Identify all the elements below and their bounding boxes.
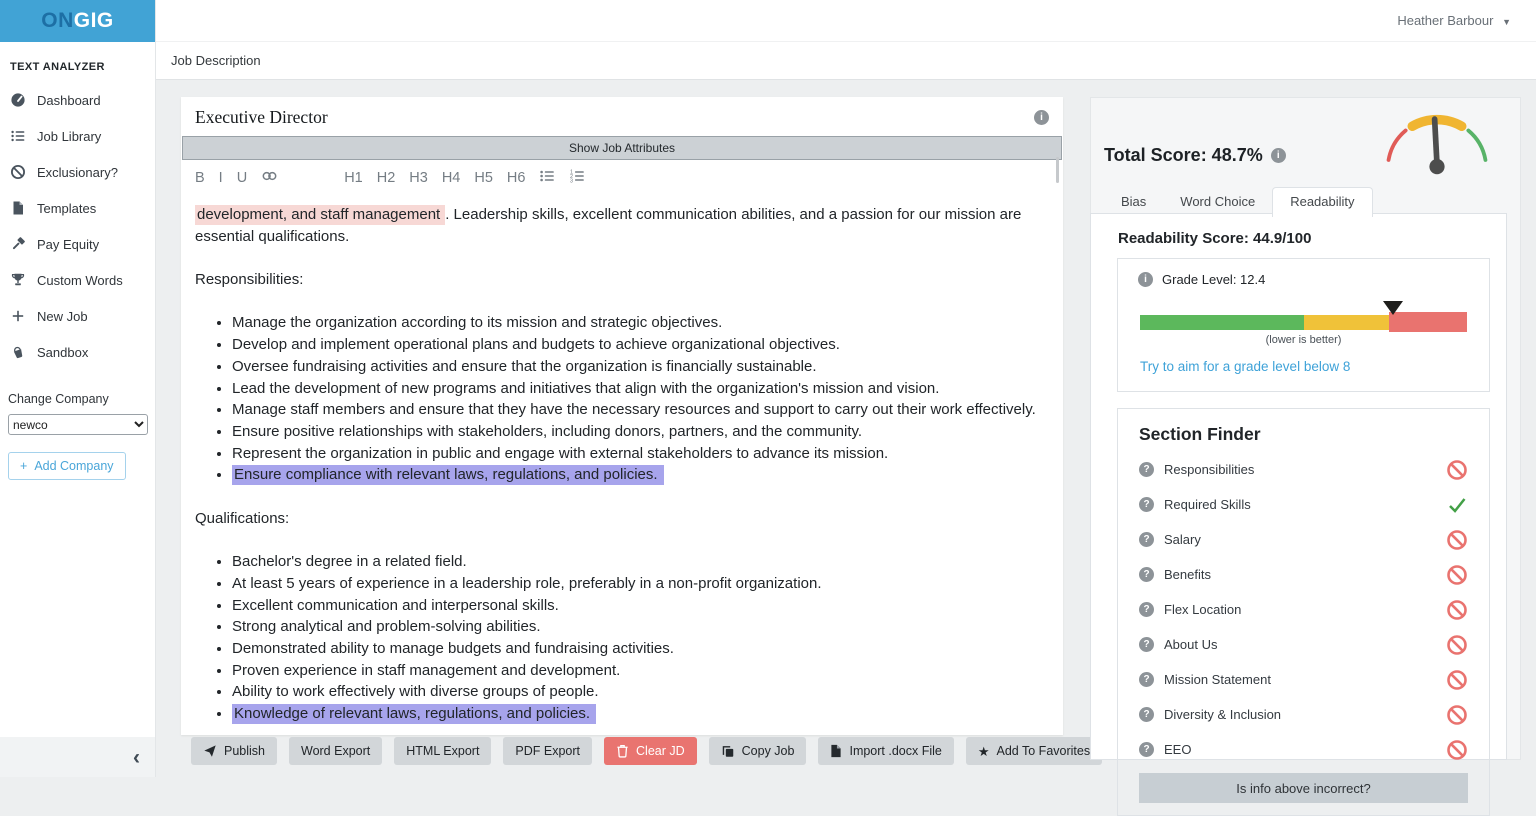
sidebar-item-custom-words[interactable] (0, 262, 155, 298)
sidebar-item-label: Sandbox (37, 344, 89, 360)
section-finder-row-diversity-inclusion (1139, 704, 1468, 725)
sidebar-item-pay-equity[interactable] (0, 226, 155, 262)
file-icon (10, 200, 26, 216)
section-label: EEO (1164, 742, 1192, 757)
grade-bar (1140, 312, 1467, 332)
sidebar-item-label: Custom Words (37, 272, 123, 288)
html-export-button[interactable]: HTML Export (394, 737, 491, 765)
sidebar-item-job-library[interactable] (0, 118, 155, 154)
list-item: • Ability to work effectively with diverse groups of people. (232, 681, 1049, 703)
plus-icon (10, 308, 26, 324)
ban-status-icon (1446, 669, 1468, 691)
grade-bar-note: (lower is better) (1265, 334, 1342, 346)
section-label: Flex Location (1164, 602, 1242, 617)
list-item: • Demonstrated ability to manage budgets and fundraising activities. (232, 638, 1049, 660)
section-finder-row-responsibilities (1139, 459, 1468, 480)
score-panel (1090, 97, 1521, 796)
sidebar-item-exclusionary[interactable] (0, 154, 155, 190)
sidebar-item-templates[interactable] (0, 190, 155, 226)
list-item: • Oversee fundraising activities and ensure that the organization is financially sustainable. (232, 356, 1049, 378)
question-icon[interactable]: ? (1139, 497, 1154, 512)
sidebar-item-new-job[interactable] (0, 298, 155, 334)
paper-plane-icon (203, 744, 217, 758)
list-item: • Excellent communication and interpersonal skills. (232, 595, 1049, 617)
list-item: • Lead the development of new programs and initiatives that align with the organization's mission and vision. (232, 378, 1049, 400)
toolbar-h1-button[interactable]: H1 (344, 170, 363, 186)
job-description-card (181, 97, 1063, 735)
toolbar-h6-button[interactable]: H6 (506, 170, 526, 186)
show-job-attributes-button[interactable]: Show Job Attributes (182, 136, 1062, 160)
list-item (232, 464, 1049, 486)
section-label: Responsibilities (1164, 462, 1255, 477)
sidebar-item-dashboard[interactable] (0, 82, 155, 118)
add-to-favorites-button[interactable]: ★ Add To Favorites (966, 737, 1102, 765)
bucket-icon (10, 344, 26, 360)
dashboard-icon (10, 92, 26, 108)
flagged-phrase[interactable]: Ensure compliance with relevant laws, regulations, and policies. (232, 465, 664, 485)
list-item: • At least 5 years of experience in a leadership role, preferably in a non-profit organization. (232, 573, 1049, 595)
file-import-icon (830, 744, 842, 758)
list-item: • Ensure positive relationships with stakeholders, including donors, partners, and the community. (232, 421, 1049, 443)
star-icon: ★ (977, 743, 990, 759)
readability-score-heading: Readability Score: 44.9/100 (1118, 230, 1312, 247)
ban-status-icon (1446, 459, 1468, 481)
question-icon[interactable]: ? (1139, 462, 1154, 477)
ban-status-icon (1446, 739, 1468, 761)
sidebar-item-label: Dashboard (37, 92, 101, 108)
trash-icon (616, 744, 629, 758)
svg-text:2: 2 (570, 174, 574, 180)
toolbar-h3-button[interactable]: H3 (409, 170, 428, 186)
section-label: Salary (1164, 532, 1201, 547)
pdf-export-button[interactable]: PDF Export (503, 737, 592, 765)
list-item: • Represent the organization in public and engage with external stakeholders to advance its mission. (232, 443, 1049, 465)
ban-status-icon (1446, 704, 1468, 726)
section-finder-row-about-us (1139, 634, 1468, 655)
grade-level-label: Grade Level: 12.4 (1162, 272, 1266, 287)
flagged-phrase[interactable]: development, and staff management (195, 205, 445, 225)
question-icon[interactable]: ? (1139, 707, 1154, 722)
sidebar-item-label: New Job (37, 308, 88, 324)
section-label: Required Skills (1164, 497, 1251, 512)
logo-gig: GIG (73, 9, 114, 32)
ongig-logo[interactable] (0, 0, 155, 42)
flagged-phrase[interactable]: Knowledge of relevant laws, regulations, and policies. (232, 704, 596, 724)
ban-status-icon (1446, 564, 1468, 586)
section-label: Benefits (1164, 567, 1211, 582)
copy-job-button[interactable]: Copy Job (709, 737, 807, 765)
list-item: • Develop and implement operational plans and budgets to achieve organizational objectives. (232, 334, 1049, 356)
section-label: About Us (1164, 637, 1218, 652)
info-icon[interactable]: i (1034, 110, 1049, 125)
grade-marker-icon (1383, 301, 1403, 315)
svg-text:3: 3 (570, 178, 574, 185)
section-finder-row-required-skills (1139, 494, 1468, 515)
sidebar-item-label: Job Library (37, 128, 102, 144)
score-tabs (1104, 187, 1373, 216)
list-item: • Proven experience in staff management and development. (232, 660, 1049, 682)
section-finder-rows (1139, 459, 1468, 760)
section-finder (1117, 408, 1490, 816)
toolbar-ordered-list-button[interactable] (569, 168, 585, 188)
grade-bar-segment-bad (1389, 312, 1467, 332)
clear-jd-button[interactable]: Clear JD (604, 737, 697, 765)
toolbar-italic-button[interactable]: I (218, 170, 223, 186)
toolbar-h2-button[interactable]: H2 (376, 170, 396, 186)
total-score: Total Score: 48.7% i (1104, 132, 1286, 178)
job-description-editor[interactable] (181, 197, 1063, 725)
ban-icon (10, 164, 26, 180)
ban-status-icon (1446, 634, 1468, 656)
chevron-down-icon: ▼ (1502, 17, 1511, 27)
actions-bar (191, 737, 1102, 765)
sidebar-nav (0, 82, 155, 370)
top-header (156, 0, 1536, 42)
list-item: • Manage the organization according to its mission and strategic objectives. (232, 312, 1049, 334)
section-finder-row-benefits (1139, 564, 1468, 585)
section-finder-heading: Section Finder (1139, 424, 1261, 444)
total-score-row (1091, 98, 1520, 178)
tab-bias[interactable]: Bias (1121, 194, 1147, 209)
responsibilities-list (195, 312, 1049, 486)
grade-level-row (1138, 272, 1469, 287)
breadcrumb: Job Description (171, 53, 261, 68)
company-select[interactable] (8, 414, 148, 435)
score-gauge (1378, 102, 1496, 178)
responsibilities-heading: Responsibilities: (195, 271, 304, 289)
gavel-icon (10, 236, 26, 252)
main-region (156, 0, 1536, 796)
tab-readability[interactable]: Readability (1272, 187, 1372, 217)
grade-tip-link[interactable]: Try to aim for a grade level below 8 (1140, 359, 1351, 374)
grade-level-box (1117, 258, 1490, 392)
section-finder-row-salary (1139, 529, 1468, 550)
content-area (156, 80, 1536, 796)
ban-status-icon (1446, 599, 1468, 621)
toolbar-h5-button[interactable]: H5 (474, 170, 493, 186)
toolbar-bold-button[interactable]: B (195, 170, 205, 186)
sidebar (0, 0, 156, 777)
breadcrumb-bar (156, 42, 1536, 80)
toolbar-bullet-list-button[interactable] (539, 168, 555, 188)
question-icon[interactable]: ? (1139, 602, 1154, 617)
question-icon[interactable]: ? (1139, 637, 1154, 652)
change-company-label: Change Company (8, 392, 109, 406)
sidebar-item-label: Exclusionary? (37, 164, 118, 180)
trophy-icon (10, 272, 26, 288)
sidebar-footer (0, 737, 155, 777)
info-icon[interactable]: i (1138, 272, 1153, 287)
section-finder-row-eeo (1139, 739, 1468, 760)
intro-paragraph: development, and staff management . Leadership skills, excellent communication abilities, and a passion for our mission are essential qualifications. (195, 206, 1022, 245)
editor-toolbar (181, 160, 1063, 197)
tab-word-choice[interactable]: Word Choice (1180, 194, 1256, 209)
add-company-button[interactable]: + Add Company (8, 452, 126, 480)
list-item: • Manage staff members and ensure that they have the necessary resources and support to carry out their work effectively. (232, 399, 1049, 421)
publish-button[interactable]: Publish (191, 737, 277, 765)
job-title: Executive Director (195, 107, 328, 127)
grade-bar-segment-good (1140, 315, 1304, 330)
logo-on: ON (41, 9, 74, 32)
sidebar-item-sandbox[interactable] (0, 334, 155, 370)
job-title-row (181, 97, 1063, 136)
section-label: Mission Statement (1164, 672, 1271, 687)
collapse-sidebar-icon[interactable]: ‹ (133, 745, 140, 769)
info-incorrect-button[interactable]: Is info above incorrect? (1139, 773, 1468, 803)
question-icon[interactable]: ? (1139, 532, 1154, 547)
info-icon[interactable]: i (1271, 148, 1286, 163)
list-item (232, 703, 1049, 725)
svg-text:1: 1 (570, 169, 574, 176)
qualifications-list (195, 551, 1049, 725)
sidebar-item-label: Pay Equity (37, 236, 100, 252)
sidebar-section-label: TEXT ANALYZER (10, 61, 105, 73)
section-finder-row-mission-statement (1139, 669, 1468, 690)
grade-bar-segment-ok (1304, 315, 1389, 330)
toolbar-link-button[interactable] (261, 168, 278, 188)
sidebar-item-label: Templates (37, 200, 97, 216)
import-docx-file-button[interactable]: Import .docx File (818, 737, 953, 765)
question-icon[interactable]: ? (1139, 672, 1154, 687)
question-icon[interactable]: ? (1139, 742, 1154, 757)
question-icon[interactable]: ? (1139, 567, 1154, 582)
plus-icon: + (20, 459, 28, 473)
list-icon (10, 128, 26, 144)
qualifications-heading: Qualifications: (195, 509, 290, 527)
toolbar-h4-button[interactable]: H4 (441, 170, 461, 186)
copy-icon (721, 744, 735, 758)
list-item: • Bachelor's degree in a related field. (232, 551, 1049, 573)
toolbar-underline-button[interactable]: U (236, 170, 248, 186)
user-menu[interactable]: Heather Barbour ▼ (1397, 13, 1511, 28)
editor-scrollbar[interactable] (1056, 157, 1059, 183)
section-label: Diversity & Inclusion (1164, 707, 1282, 722)
section-finder-row-flex-location (1139, 599, 1468, 620)
readability-tab-panel (1090, 213, 1507, 796)
ban-status-icon (1446, 529, 1468, 551)
list-item: • Strong analytical and problem-solving abilities. (232, 616, 1049, 638)
check-status-icon (1446, 494, 1468, 516)
word-export-button[interactable]: Word Export (289, 737, 382, 765)
